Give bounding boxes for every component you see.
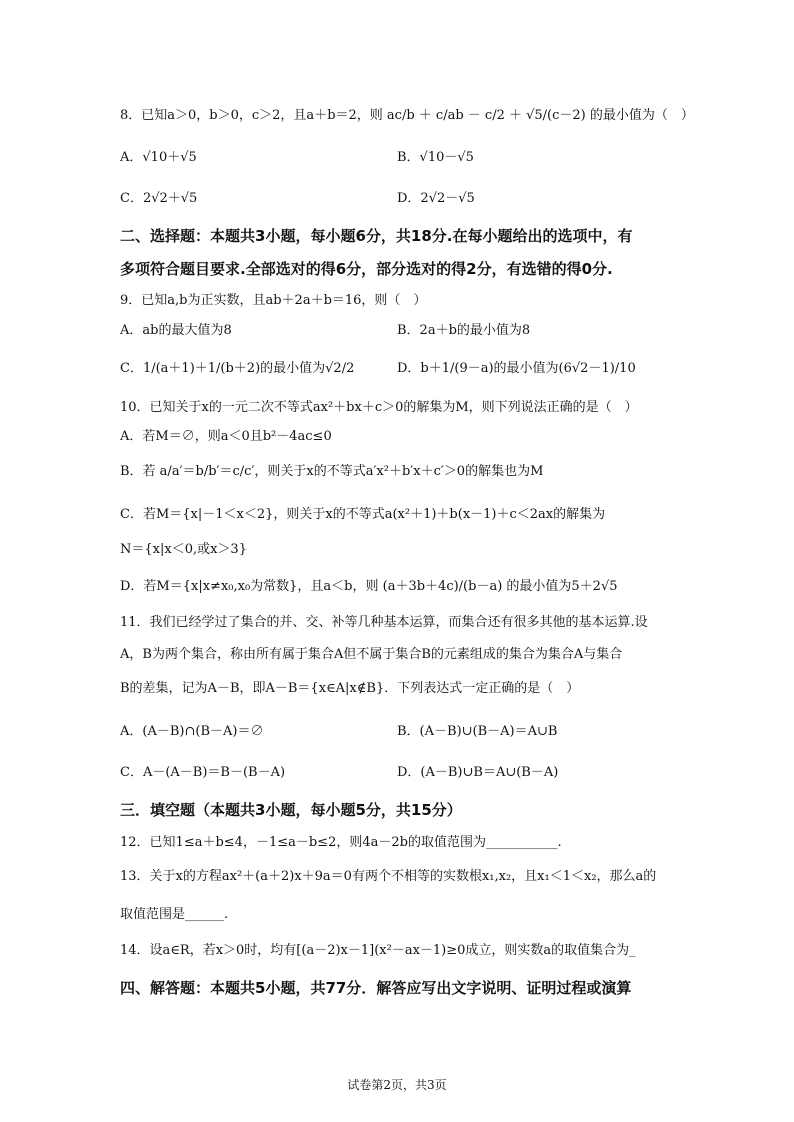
question-11-line-1: 11．我们已经学过了集合的并、交、补等几种基本运算，而集合还有很多其他的基本运算.设 — [120, 615, 648, 630]
question-9-option-d: D．b＋1/(9－a)的最小值为(6√2－1)/10 — [397, 361, 636, 376]
question-11-line-3: B的差集，记为A－B，即A－B＝{x∈A|x∉B}．下列表达式一定正确的是（ ） — [120, 681, 580, 696]
question-11-option-a: A．(A－B)∩(B－A)＝∅ — [120, 724, 264, 739]
question-10-stem: 10．已知关于x的一元二次不等式ax²＋bx＋c＞0的解集为M，则下列说法正确的是（ ） — [120, 400, 638, 415]
question-12: 12．已知1≤a＋b≤4，－1≤a－b≤2，则4a－2b的取值范围为___________. — [120, 835, 562, 850]
question-11-option-c: C．A－(A－B)＝B－(B－A) — [120, 765, 286, 780]
question-8-option-a: A．√10＋√5 — [120, 150, 197, 165]
section-2-heading-line-2: 多项符合题目要求.全部选对的得6分，部分选对的得2分，有选错的得0分. — [120, 260, 613, 278]
question-10-option-a: A．若M＝∅，则a＜0且b²－4ac≤0 — [120, 429, 332, 444]
question-10-option-c-set: N＝{x|x＜0,或x＞3} — [120, 542, 247, 557]
question-11-option-d: D．(A－B)∪B＝A∪(B－A) — [397, 765, 559, 780]
section-4-heading: 四、解答题：本题共5小题，共77分．解答应写出文字说明、证明过程或演算 — [120, 979, 632, 997]
question-8-option-b: B．√10－√5 — [397, 150, 474, 165]
question-9-option-a: A．ab的最大值为8 — [120, 323, 232, 338]
question-8-option-d: D．2√2－√5 — [397, 191, 475, 206]
section-2-heading-line-1: 二、选择题：本题共3小题，每小题6分，共18分.在每小题给出的选项中，有 — [120, 227, 633, 245]
question-8-stem: 8．已知a＞0，b＞0，c＞2，且a＋b＝2，则 ac/b ＋ c/ab － c/2 ＋ √5/(c－2) 的最小值为（ ） — [120, 108, 694, 123]
section-3-heading: 三．填空题（本题共3小题，每小题5分，共15分） — [120, 801, 462, 819]
question-9-stem: 9．已知a,b为正实数，且ab＋2a＋b＝16，则（ ） — [120, 293, 427, 308]
page-footer: 试卷第2页，共3页 — [347, 1078, 447, 1092]
question-11-option-b: B．(A－B)∪(B－A)＝A∪B — [397, 724, 558, 739]
question-10-option-c: C．若M＝{x|－1＜x＜2}，则关于x的不等式a(x²＋1)＋b(x－1)＋c＜2ax的解集为 — [120, 507, 606, 522]
question-10-option-b: B．若 a/a′＝b/b′＝c/c′，则关于x的不等式a′x²＋b′x＋c′＞0的解集也为M — [120, 464, 544, 479]
question-13-line-1: 13．关于x的方程ax²＋(a＋2)x＋9a＝0有两个不相等的实数根x₁,x₂，且x₁＜1＜x₂，那么a的 — [120, 869, 657, 884]
question-14: 14．设a∈R，若x＞0时，均有[(a－2)x－1](x²－ax－1)≥0成立，则实数a的取值集合为_ — [120, 943, 636, 958]
question-9-option-c: C．1/(a＋1)＋1/(b＋2)的最小值为√2/2 — [120, 361, 355, 376]
question-13-line-2: 取值范围是______. — [120, 907, 229, 922]
question-11-line-2: A，B为两个集合，称由所有属于集合A但不属于集合B的元素组成的集合为集合A与集合 — [120, 647, 623, 662]
question-8-option-c: C．2√2＋√5 — [120, 191, 198, 206]
question-10-option-d: D．若M＝{x|x≠x₀,x₀为常数}，且a＜b，则 (a＋3b＋4c)/(b－a) 的最小值为5＋2√5 — [120, 579, 618, 594]
question-9-option-b: B．2a＋b的最小值为8 — [397, 323, 531, 338]
